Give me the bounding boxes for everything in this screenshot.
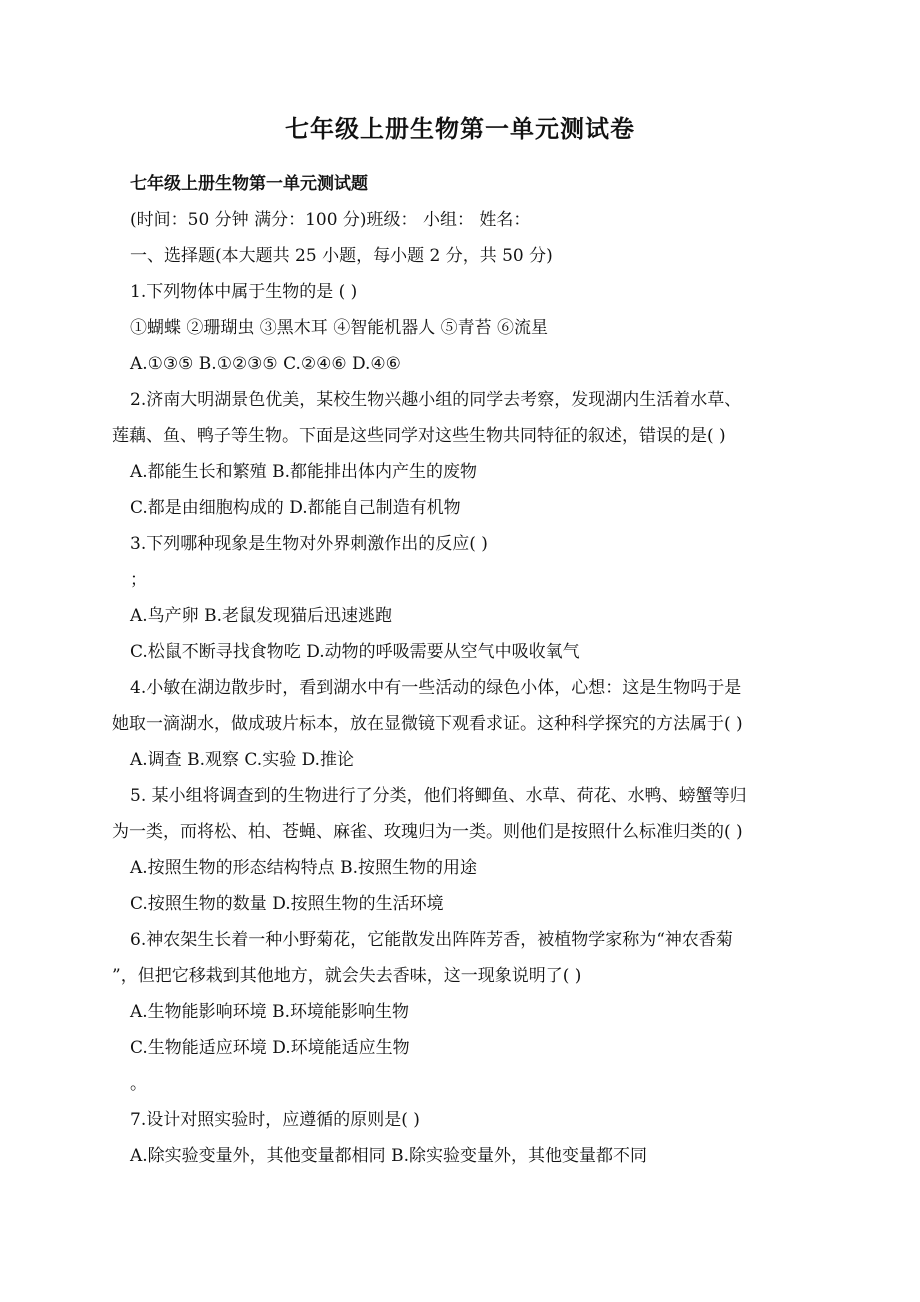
question-6-options-ab: A.生物能影响环境 B.环境能影响生物 (130, 1002, 409, 1022)
question-5-stem-line2: 为一类，而将松、柏、苍蝇、麻雀、玫瑰归为一类。则他们是按照什么标准归类的( ) (112, 822, 743, 842)
question-5-stem-line1: 5. 某小组将调查到的生物进行了分类，他们将鲫鱼、水草、荷花、水鸭、螃蟹等归 (130, 786, 747, 806)
question-1-items: ①蝴蝶 ②珊瑚虫 ③黑木耳 ④智能机器人 ⑤青苔 ⑥流星 (130, 318, 549, 338)
question-4-options: A.调查 B.观察 C.实验 D.推论 (130, 750, 355, 770)
question-3-options-cd: C.松鼠不断寻找食物吃 D.动物的呼吸需要从空气中吸收氧气 (130, 642, 580, 662)
question-4-stem-line2: 她取一滴湖水，做成玻片标本，放在显微镜下观看求证。这种科学探究的方法属于( ) (112, 714, 743, 734)
question-6-options-cd: C.生物能适应环境 D.环境能适应生物 (130, 1038, 410, 1058)
question-7-stem: 7.设计对照实验时，应遵循的原则是( ) (130, 1110, 420, 1130)
question-5-options-ab: A.按照生物的形态结构特点 B.按照生物的用途 (130, 858, 477, 878)
question-2-options-ab: A.都能生长和繁殖 B.都能排出体内产生的废物 (130, 462, 477, 482)
exam-meta-line: (时间：50 分钟 满分：100 分)班级： 小组： 姓名： (130, 210, 531, 230)
question-5-options-cd: C.按照生物的数量 D.按照生物的生活环境 (130, 894, 444, 914)
question-3-stem: 3.下列哪种现象是生物对外界刺激作出的反应( ) (130, 534, 488, 554)
question-6-stem-line1: 6.神农架生长着一种小野菊花，它能散发出阵阵芳香，被植物学家称为“神农香菊 (130, 930, 733, 950)
question-3-options-ab: A.鸟产卵 B.老鼠发现猫后迅速逃跑 (130, 606, 392, 626)
section-heading: 一、选择题(本大题共 25 小题，每小题 2 分，共 50 分) (130, 246, 553, 266)
question-2-stem-line1: 2.济南大明湖景色优美，某校生物兴趣小组的同学去考察，发现湖内生活着水草、 (130, 390, 742, 410)
question-2-options-cd: C.都是由细胞构成的 D.都能自己制造有机物 (130, 498, 461, 518)
question-1-options: A.①③⑤ B.①②③⑤ C.②④⑥ D.④⑥ (130, 354, 401, 374)
document-subtitle: 七年级上册生物第一单元测试题 (130, 174, 368, 194)
question-3-stray-mark: ； (130, 570, 147, 590)
question-6-stem-line2: ”，但把它移栽到其他地方，就会失去香味，这一现象说明了( ) (112, 966, 582, 986)
question-7-options-ab: A.除实验变量外，其他变量都相同 B.除实验变量外，其他变量都不同 (130, 1146, 647, 1166)
question-4-stem-line1: 4.小敏在湖边散步时，看到湖水中有一些活动的绿色小体，心想：这是生物吗于是 (130, 678, 742, 698)
question-6-stray-mark: 。 (130, 1074, 147, 1094)
question-1-stem: 1.下列物体中属于生物的是 ( ) (130, 282, 358, 302)
question-2-stem-line2: 莲藕、鱼、鸭子等生物。下面是这些同学对这些生物共同特征的叙述，错误的是( ) (112, 426, 726, 446)
document-title: 七年级上册生物第一单元测试卷 (285, 114, 635, 143)
